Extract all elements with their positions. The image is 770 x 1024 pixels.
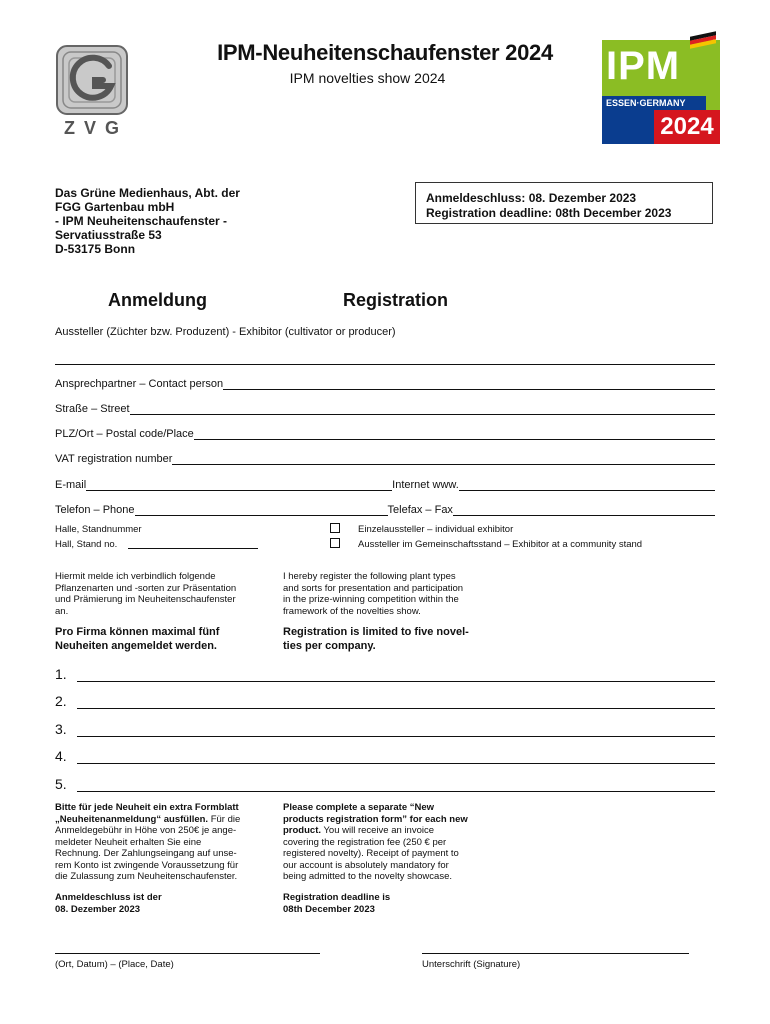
intro-de bbox=[55, 571, 270, 617]
text-line: 08. Dezember 2023 bbox=[55, 903, 141, 915]
novelty-field-4[interactable] bbox=[55, 748, 715, 764]
text-line: Pro Firma können maximal fünf bbox=[55, 626, 220, 638]
text-line: Anmeldeschluss ist der bbox=[55, 892, 162, 903]
exhibitor-label: Aussteller (Züchter bzw. Produzent) - Exhibitor (cultivator or producer) bbox=[55, 326, 396, 338]
deadline-note-de bbox=[55, 892, 162, 915]
exhibitor-field[interactable] bbox=[55, 364, 715, 365]
ipm-logo-text: IPM bbox=[606, 44, 681, 88]
email-label: E-mail bbox=[55, 479, 87, 491]
text-line: die Zulassung zum Neuheitenschaufenster. bbox=[55, 871, 238, 882]
vat-label: VAT registration number bbox=[55, 453, 173, 465]
deadline-de: Anmeldeschluss: 08. Dezember 2023 bbox=[426, 191, 637, 205]
hall-label-de: Halle, Standnummer bbox=[55, 524, 142, 535]
ipm-logo bbox=[602, 34, 720, 144]
page-subtitle: IPM novelties show 2024 bbox=[289, 70, 446, 86]
internet-field[interactable] bbox=[459, 480, 715, 491]
contact-field[interactable] bbox=[55, 376, 715, 390]
text-span: You will receive an invoice bbox=[321, 825, 435, 836]
text-line: rem Konto ist zwingende Voraussetzung für bbox=[55, 859, 239, 871]
heading-anmeldung: Anmeldung bbox=[108, 290, 207, 310]
email-field[interactable] bbox=[86, 480, 392, 491]
signature-label: Unterschrift (Signature) bbox=[422, 959, 521, 970]
novelty-field-1[interactable] bbox=[55, 666, 715, 682]
zvg-logo-text: Z V G bbox=[63, 118, 121, 138]
ipm-location: ESSEN·GERMANY bbox=[602, 96, 706, 110]
heading-registration: Registration bbox=[343, 290, 449, 310]
page-title: IPM-Neuheitenschaufenster 2024 bbox=[217, 40, 553, 65]
address-line: D-53175 Bonn bbox=[55, 242, 136, 256]
novelty-field-2[interactable] bbox=[55, 693, 715, 709]
text-line: Registration is limited to five novel- bbox=[283, 626, 469, 638]
address-line: Das Grüne Medienhaus, Abt. der bbox=[55, 186, 240, 200]
text-line: Pflanzenarten und -sorten zur Präsentation bbox=[55, 582, 237, 594]
email-internet-row bbox=[55, 477, 715, 491]
text-line: in the prize-winning competition within the bbox=[283, 594, 459, 605]
text-line: I hereby register the following plant types bbox=[283, 571, 456, 582]
text-line: Bitte für jede Neuheit ein extra Formblatt bbox=[55, 802, 239, 813]
text-line: Neuheiten angemeldet werden. bbox=[55, 640, 217, 652]
phone-label: Telefon – Phone bbox=[55, 504, 135, 516]
deadline-box bbox=[415, 182, 713, 224]
text-span: Für die bbox=[208, 813, 241, 825]
novelty-number: 1. bbox=[55, 666, 67, 682]
phone-field[interactable] bbox=[135, 505, 388, 516]
place-date-field[interactable] bbox=[55, 953, 320, 954]
deadline-note-en bbox=[283, 892, 390, 915]
text-line: being admitted to the novelty showcase. bbox=[283, 871, 452, 882]
text-line: meldeter Neuheit erhalten Sie eine bbox=[55, 836, 202, 848]
community-stand-label: Aussteller im Gemeinschaftsstand – Exhibitor at a community stand bbox=[358, 539, 643, 550]
text-span: product. bbox=[283, 825, 321, 836]
text-line: an. bbox=[55, 605, 69, 617]
intro-en bbox=[283, 571, 498, 617]
place-date-label: (Ort, Datum) – (Place, Date) bbox=[55, 959, 174, 970]
text-line: registered novelty). Receipt of payment to bbox=[283, 848, 459, 859]
limit-de bbox=[55, 625, 219, 653]
postal-address bbox=[55, 186, 240, 256]
text-line: Registration deadline is bbox=[283, 892, 391, 903]
contact-label: Ansprechpartner – Contact person bbox=[55, 378, 224, 390]
street-label: Straße – Street bbox=[55, 403, 130, 415]
ipm-year: 2024 bbox=[654, 110, 720, 144]
novelty-field-3[interactable] bbox=[55, 721, 715, 737]
notes-en bbox=[283, 802, 498, 883]
street-field[interactable] bbox=[55, 401, 715, 415]
notes-de bbox=[55, 802, 270, 883]
text-line: and sorts for presentation and participation bbox=[283, 582, 464, 594]
hall-field[interactable] bbox=[128, 548, 258, 549]
deadline-en: Registration deadline: 08th December 2023 bbox=[426, 206, 672, 220]
address-line: FGG Gartenbau mbH bbox=[55, 200, 175, 214]
address-line: - IPM Neuheitenschaufenster - bbox=[55, 214, 228, 228]
single-exhibitor-checkbox[interactable] bbox=[330, 523, 340, 533]
postal-label: PLZ/Ort – Postal code/Place bbox=[55, 428, 194, 440]
fax-label: Telefax – Fax bbox=[387, 504, 453, 516]
community-stand-checkbox[interactable] bbox=[330, 538, 340, 548]
novelty-number: 3. bbox=[55, 721, 67, 737]
limit-en bbox=[283, 625, 469, 653]
single-exhibitor-label: Einzelaussteller – individual exhibitor bbox=[358, 524, 514, 535]
text-line: Rechnung. Der Zahlungseingang auf unse- bbox=[55, 848, 237, 859]
novelty-number: 5. bbox=[55, 776, 67, 792]
flag-icon bbox=[690, 34, 716, 48]
fax-field[interactable] bbox=[453, 505, 715, 516]
text-line: Anmeldegebühr in Höhe von 250€ je ange- bbox=[55, 825, 237, 836]
text-line: framework of the novelties show. bbox=[283, 605, 421, 617]
text-line: our account is absolutely mandatory for bbox=[283, 859, 449, 871]
novelty-number: 4. bbox=[55, 748, 67, 764]
text-line: und Prämierung im Neuheitenschaufenster bbox=[55, 594, 236, 605]
vat-field[interactable] bbox=[55, 451, 715, 465]
signature-field[interactable] bbox=[422, 953, 689, 954]
text-line: Hiermit melde ich verbindlich folgende bbox=[55, 571, 216, 582]
text-line: ties per company. bbox=[283, 640, 376, 652]
address-line: Servatiusstraße 53 bbox=[55, 228, 162, 242]
hall-label-en: Hall, Stand no. bbox=[55, 539, 118, 550]
novelty-field-5[interactable] bbox=[55, 776, 715, 792]
postal-field[interactable] bbox=[55, 426, 715, 440]
phone-fax-row bbox=[55, 502, 715, 516]
text-span: „Neuheitenanmeldung“ ausfüllen. bbox=[55, 813, 209, 825]
novelty-number: 2. bbox=[55, 693, 67, 709]
internet-label: Internet www. bbox=[392, 479, 459, 491]
text-line: products registration form” for each new bbox=[283, 813, 468, 825]
text-line: Please complete a separate “New bbox=[283, 802, 435, 813]
text-line: covering the registration fee (250 € per bbox=[283, 836, 447, 848]
text-line: 08th December 2023 bbox=[283, 903, 375, 915]
